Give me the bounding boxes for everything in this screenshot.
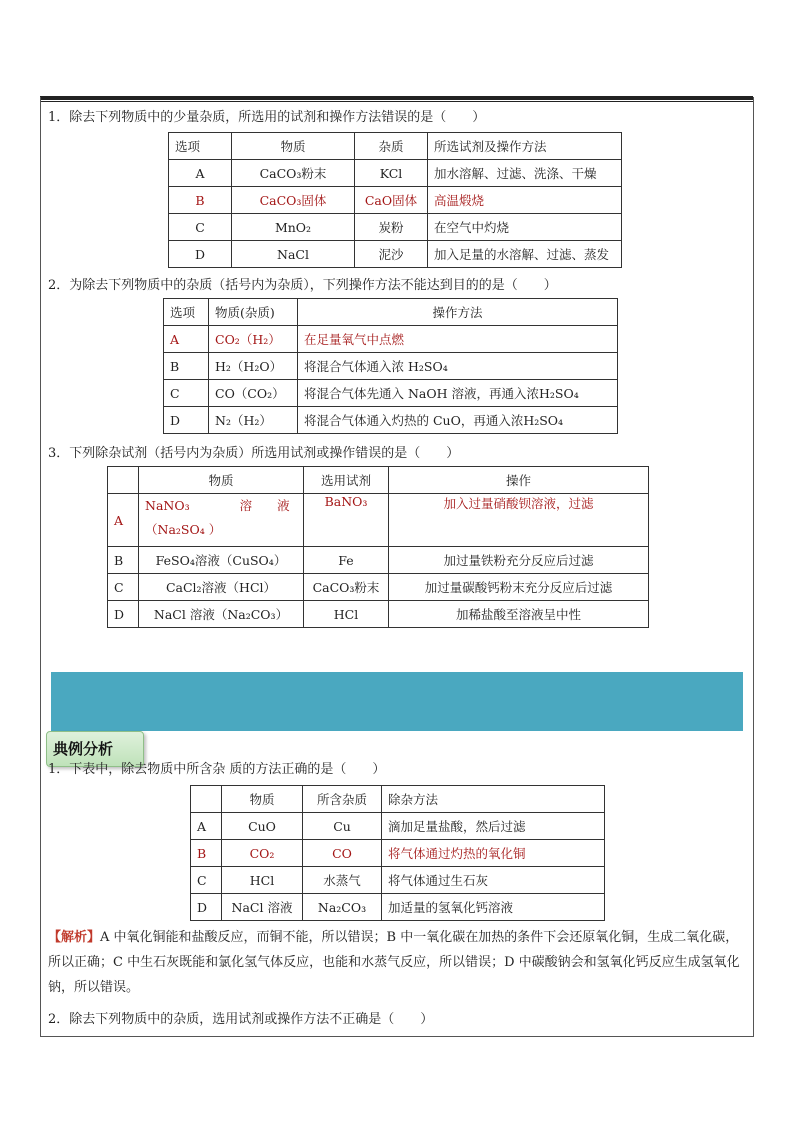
option-cell: D	[191, 894, 222, 921]
table-row	[191, 813, 605, 840]
header-cell: 除杂方法	[382, 786, 605, 813]
substance-cell: NaNO₃ 溶 液（Na₂SO₄ ）	[139, 494, 304, 547]
option-cell: D	[169, 241, 232, 268]
reagent-cell: CaCO₃粉末	[304, 574, 389, 601]
table-header-row	[191, 786, 605, 813]
table-row	[108, 547, 649, 574]
impurity-cell: 水蒸气	[303, 867, 382, 894]
reagent-cell: Fe	[304, 547, 389, 574]
table-header-row	[164, 299, 618, 326]
table-row	[108, 574, 649, 601]
impurity-cell: CaO固体	[355, 187, 428, 214]
question-1-table	[168, 132, 622, 268]
table-row	[108, 601, 649, 628]
header-cell: 选用试剂	[304, 467, 389, 494]
substance-cell: MnO₂	[232, 214, 355, 241]
option-cell: C	[169, 214, 232, 241]
question-3-table	[107, 466, 649, 628]
operation-cell: 加入过量硝酸钡溶液，过滤	[389, 494, 649, 547]
example-1-text: 1．下表中，除去物质中所含杂 质的方法正确的是（ ）	[48, 762, 386, 777]
example-2-text: 2．除去下列物质中的杂质，选用试剂或操作方法不正确是（ ）	[48, 1012, 434, 1027]
header-cell: 操作方法	[298, 299, 618, 326]
table-header-row	[169, 133, 622, 160]
table-row-answer	[108, 494, 649, 547]
section-tab: 典例分析	[46, 731, 144, 767]
impurity-cell: CO	[303, 840, 382, 867]
operation-cell: 加过量碳酸钙粉末充分反应后过滤	[389, 574, 649, 601]
method-cell: 在空气中灼烧	[428, 214, 622, 241]
substance-cell: CO（CO₂）	[209, 380, 298, 407]
substance-cell: CO₂	[222, 840, 303, 867]
header-cell: 所含杂质	[303, 786, 382, 813]
option-cell: D	[108, 601, 139, 628]
impurity-cell: Na₂CO₃	[303, 894, 382, 921]
substance-cell: CO₂（H₂）	[209, 326, 298, 353]
substance-cell: NaCl	[232, 241, 355, 268]
header-cell: 物质	[139, 467, 304, 494]
method-cell: 将气体通过生石灰	[382, 867, 605, 894]
option-cell: C	[164, 380, 209, 407]
method-cell: 将气体通过灼热的氧化铜	[382, 840, 605, 867]
header-cell: 物质	[222, 786, 303, 813]
section-banner	[51, 672, 743, 731]
method-cell: 加适量的氢氧化钙溶液	[382, 894, 605, 921]
substance-cell: H₂（H₂O）	[209, 353, 298, 380]
method-cell: 滴加足量盐酸，然后过滤	[382, 813, 605, 840]
header-cell: 物质(杂质)	[209, 299, 298, 326]
method-cell: 将混合气体先通入 NaOH 溶液，再通入浓H₂SO₄	[298, 380, 618, 407]
substance-cell: CaCl₂溶液（HCl）	[139, 574, 304, 601]
table-row	[191, 867, 605, 894]
substance-cell: CaCO₃固体	[232, 187, 355, 214]
header-cell: 选项	[164, 299, 209, 326]
operation-cell: 加过量铁粉充分反应后过滤	[389, 547, 649, 574]
substance-cell: N₂（H₂）	[209, 407, 298, 434]
substance-cell: NaCl 溶液（Na₂CO₃）	[139, 601, 304, 628]
method-cell: 加入足量的水溶解、过滤、蒸发	[428, 241, 622, 268]
analysis-paragraph	[48, 925, 748, 1000]
table-row-answer	[164, 326, 618, 353]
header-cell: 选项	[169, 133, 232, 160]
question-1-text: 1．除去下列物质中的少量杂质，所选用的试剂和操作方法错误的是（ ）	[48, 110, 486, 125]
example-1-table	[190, 785, 605, 921]
substance-cell: CuO	[222, 813, 303, 840]
header-cell: 物质	[232, 133, 355, 160]
impurity-cell: 炭粉	[355, 214, 428, 241]
table-row	[164, 407, 618, 434]
substance-cell: HCl	[222, 867, 303, 894]
table-row	[169, 241, 622, 268]
header-cell: 杂质	[355, 133, 428, 160]
table-row	[191, 894, 605, 921]
method-cell: 加水溶解、过滤、洗涤、干燥	[428, 160, 622, 187]
option-cell: B	[169, 187, 232, 214]
option-cell: B	[108, 547, 139, 574]
option-cell: D	[164, 407, 209, 434]
substance-cell: CaCO₃粉末	[232, 160, 355, 187]
method-cell: 在足量氧气中点燃	[298, 326, 618, 353]
reagent-cell: HCl	[304, 601, 389, 628]
option-cell: B	[164, 353, 209, 380]
table-row-answer	[169, 187, 622, 214]
header-cell	[108, 467, 139, 494]
question-2-table	[163, 298, 618, 434]
impurity-cell: Cu	[303, 813, 382, 840]
header-cell: 操作	[389, 467, 649, 494]
analysis-text: A 中氧化铜能和盐酸反应，而铜不能，所以错误；B 中一氧化碳在加热的条件下会还原氧化铜，生成二氧化碳，所以正确；C 中生石灰既能和氯化氢气体反应，也能和水蒸气反应，所以错误；D 中碳酸钠会和氢氧化钙反应生成氢氧化钠，所以错误。	[48, 930, 740, 995]
header-cell: 所选试剂及操作方法	[428, 133, 622, 160]
analysis-tag: 【解析】	[48, 930, 101, 945]
table-row-answer	[191, 840, 605, 867]
reagent-cell: BaNO₃	[304, 494, 389, 547]
impurity-cell: 泥沙	[355, 241, 428, 268]
option-cell: A	[169, 160, 232, 187]
option-cell: C	[191, 867, 222, 894]
method-cell: 将混合气体通入灼热的 CuO，再通入浓H₂SO₄	[298, 407, 618, 434]
option-cell: C	[108, 574, 139, 601]
method-cell: 高温煅烧	[428, 187, 622, 214]
header-cell	[191, 786, 222, 813]
operation-cell: 加稀盐酸至溶液呈中性	[389, 601, 649, 628]
substance-cell: FeSO₄溶液（CuSO₄）	[139, 547, 304, 574]
impurity-cell: KCl	[355, 160, 428, 187]
question-2-text: 2．为除去下列物质中的杂质（括号内为杂质），下列操作方法不能达到目的的是（ ）	[48, 278, 557, 293]
substance-cell: NaCl 溶液	[222, 894, 303, 921]
table-row	[164, 380, 618, 407]
option-cell: A	[191, 813, 222, 840]
method-cell: 将混合气体通入浓 H₂SO₄	[298, 353, 618, 380]
question-3-text: 3．下列除杂试剂（括号内为杂质）所选用试剂或操作错误的是（ ）	[48, 446, 460, 461]
table-row	[169, 160, 622, 187]
table-header-row	[108, 467, 649, 494]
table-row	[164, 353, 618, 380]
option-cell: B	[191, 840, 222, 867]
option-cell: A	[108, 494, 139, 547]
option-cell: A	[164, 326, 209, 353]
table-row	[169, 214, 622, 241]
